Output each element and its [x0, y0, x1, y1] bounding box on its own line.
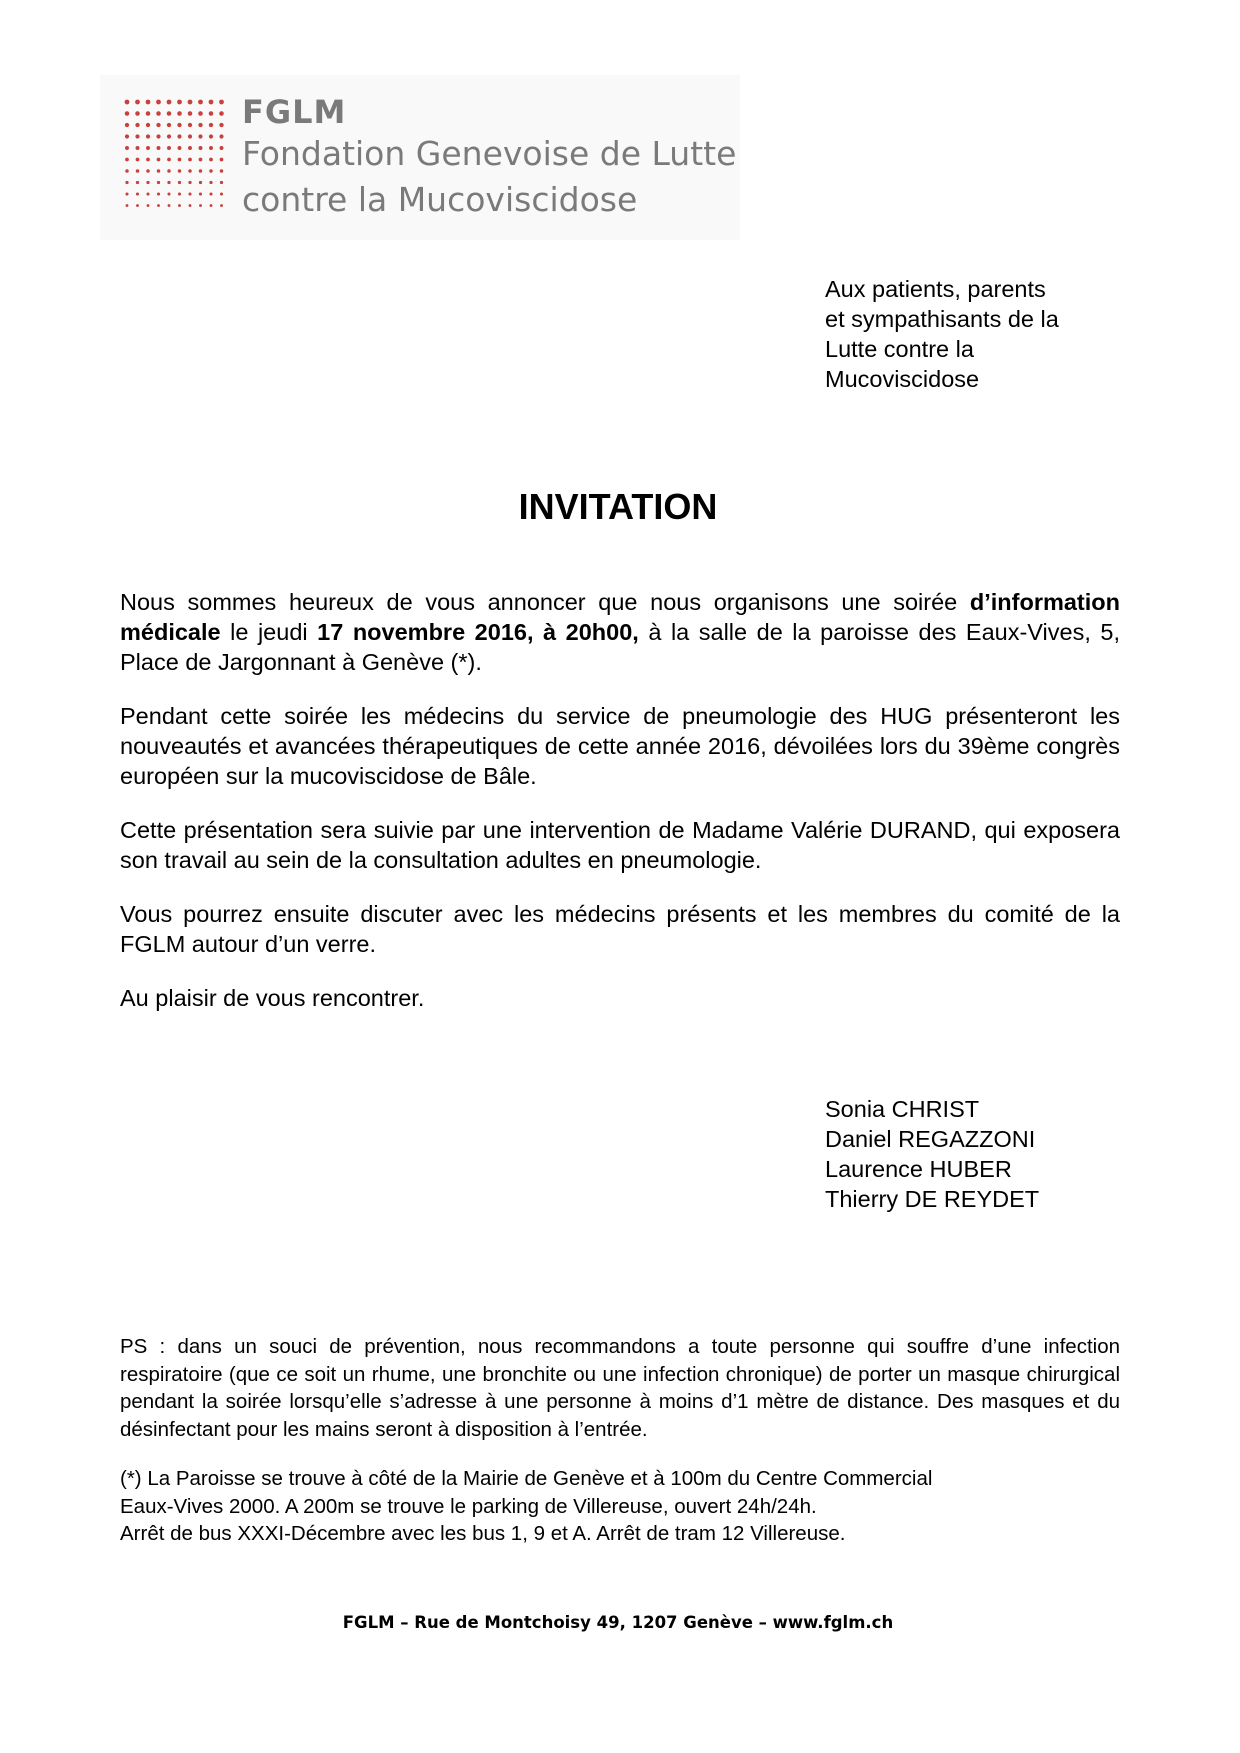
- signatures-block: [825, 1094, 1039, 1214]
- paragraph-discussion: Vous pourrez ensuite discuter avec les médecins présents et les membres du comité de la FGLM autour d’un verre.: [120, 901, 1120, 957]
- note-line: (*) La Paroisse se trouve à côté de la Mairie de Genève et à 100m du Centre Commercial: [120, 1467, 933, 1490]
- signatory-name: Daniel REGAZZONI: [825, 1126, 1036, 1152]
- logo-acronym: FGLM: [242, 93, 347, 131]
- footer-address: FGLM – Rue de Montchoisy 49, 1207 Genève – www.fglm.ch: [342, 1613, 894, 1632]
- event-date: 17 novembre 2016, à 20h00,: [317, 619, 639, 645]
- letter-body: [120, 587, 1120, 1037]
- document-title: INVITATION: [518, 486, 718, 527]
- signatory-name: Sonia CHRIST: [825, 1096, 980, 1122]
- dot-grid-logo-icon: [122, 97, 234, 217]
- addressee-line: Aux patients, parents: [825, 276, 1046, 302]
- addressee-line: Lutte contre la: [825, 336, 974, 362]
- signatory-name: Thierry DE REYDET: [825, 1186, 1040, 1212]
- addressee-line: Mucoviscidose: [825, 366, 980, 392]
- paragraph-announcement: [120, 587, 1120, 677]
- paragraph-speaker: Cette présentation sera suivie par une intervention de Madame Valérie DURAND, qui exposera son travail au sein de la consultation adultes en pneumologie.: [120, 817, 1120, 873]
- postscript: [120, 1333, 1120, 1465]
- logo-name-line1: Fondation Genevoise de Lutte: [242, 134, 737, 173]
- postscript-text: PS : dans un souci de prévention, nous recommandons a toute personne qui souffre d’une infection respiratoire (que ce soit un rhume, une bronchite ou une infection chronique) de porter un masque chirurgical pendant la soirée lorsqu’elle s’adresse à une personne à moins d’1 mètre de distance. Des masques et du désinfectant pour les mains seront à disposition à l’entrée.: [120, 1335, 1120, 1441]
- logo-text: [242, 93, 736, 223]
- paragraph-program: Pendant cette soirée les médecins du service de pneumologie des HUG présenteront les nouveautés et avancées thérapeutiques de cette année 2016, dévoilées lors du 39ème congrès européen sur la mucoviscidose de Bâle.: [120, 703, 1120, 789]
- note-line: Eaux-Vives 2000. A 200m se trouve le parking de Villereuse, ouvert 24h/24h.: [120, 1494, 817, 1518]
- logo-name-line2: contre la Mucoviscidose: [242, 180, 638, 219]
- addressee-line: et sympathisants de la: [825, 306, 1059, 332]
- announcement-text: le jeudi: [220, 619, 318, 645]
- event-type: d’information médicale: [120, 589, 1120, 645]
- announcement-text: Nous sommes heureux de vous annoncer que nous organisons une soirée: [120, 589, 970, 615]
- addressee-block: [825, 274, 1059, 394]
- location-note: [120, 1465, 1120, 1548]
- paragraph-closing: Au plaisir de vous rencontrer.: [120, 985, 425, 1011]
- note-line: Arrêt de bus XXXI-Décembre avec les bus 1, 9 et A. Arrêt de tram 12 Villereuse.: [120, 1522, 846, 1545]
- event-location: à la salle de la paroisse des Eaux-Vives, 5, Place de Jargonnant à Genève (*).: [120, 619, 1121, 675]
- fglm-logo: [100, 75, 740, 240]
- signatory-name: Laurence HUBER: [825, 1156, 1012, 1182]
